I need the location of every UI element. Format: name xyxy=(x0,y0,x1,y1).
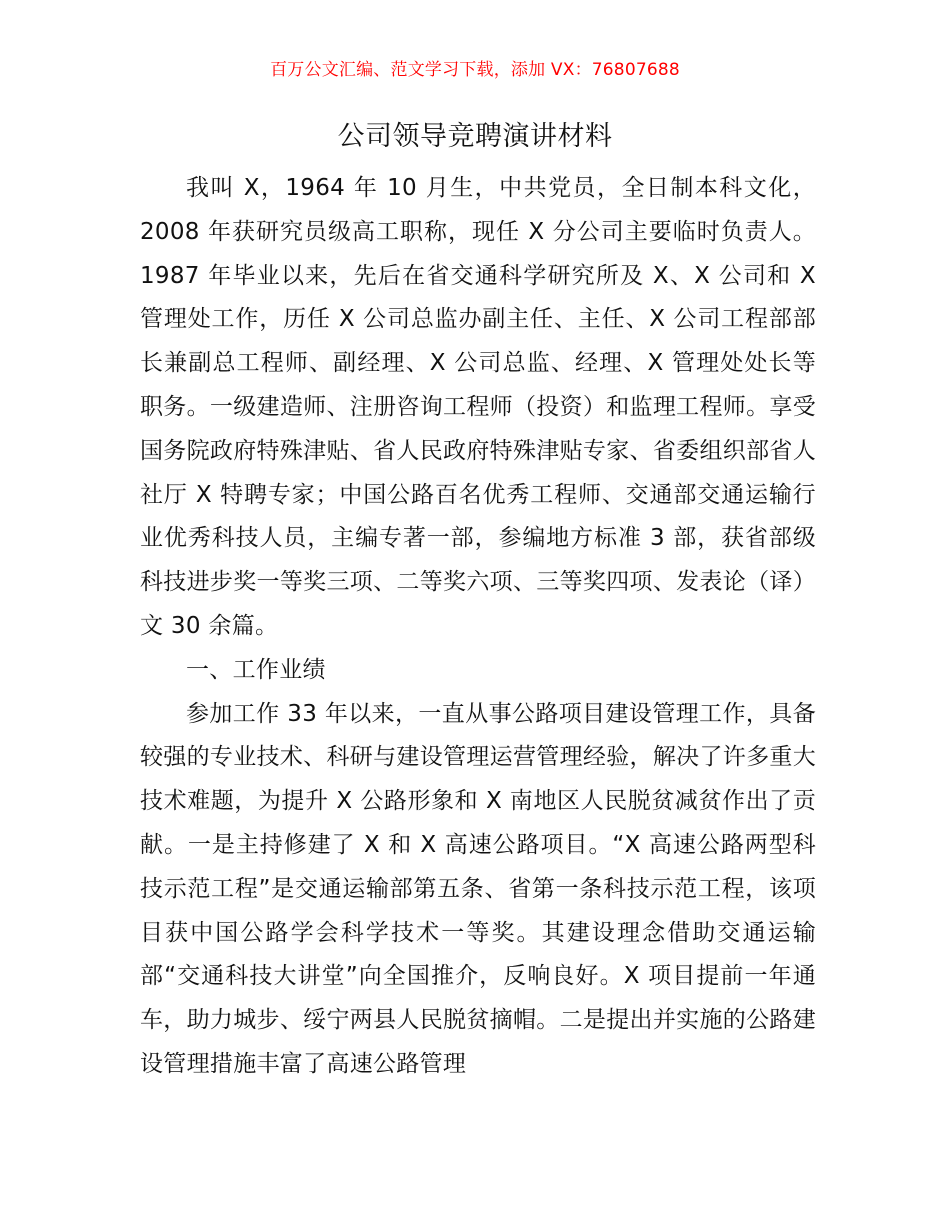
document-body xyxy=(140,167,816,1087)
section-heading: 一、工作业绩 xyxy=(186,656,326,683)
paragraph-intro: 我叫 X，1964 年 10 月生，中共党员，全日制本科文化，2008 年获研究员级高工职称，现任 X 分公司主要临时负责人。1987 年毕业以来，先后在省交通科学研究所及 X、X 公司和 X 管理处工作，历任 X 公司总监办副主任、主任、X 公司工程部部长兼副总工程师、副经理、X 公司总监、经理、X 管理处处长等职务。一级建造师、注册咨询工程师（投资）和监理工程师。享受国务院政府特殊津贴、省人民政府特殊津贴专家、省委组织部省人社厅 X 特聘专家；中国公路百名优秀工程师、交通部交通运输行业优秀科技人员，主编专著一部，参编地方标准 3 部，获省部级科技进步奖一等奖三项、二等奖六项、三等奖四项、发表论（译）文 30 余篇。 xyxy=(140,175,816,639)
download-notice: 百万公文汇编、范文学习下载，添加 VX：76807688 xyxy=(270,60,680,80)
paragraph-achievements: 参加工作 33 年以来，一直从事公路项目建设管理工作，具备较强的专业技术、科研与建设管理运营管理经验，解决了许多重大技术难题，为提升 X 公路形象和 X 南地区人民脱贫减贫作出了贡献。一是主持修建了 X 和 X 高速公路项目。“X 高速公路两型科技示范工程”是交通运输部第五条、省第一条科技示范工程，该项目获中国公路学会科学技术一等奖。其建设理念借助交通运输部“交通科技大讲堂”向全国推介，反响良好。X 项目提前一年通车，助力城步、绥宁两县人民脱贫摘帽。二是提出并实施的公路建设管理措施丰富了高速公路管理 xyxy=(140,700,816,1077)
page-title: 公司领导竞聘演讲材料 xyxy=(337,121,613,152)
